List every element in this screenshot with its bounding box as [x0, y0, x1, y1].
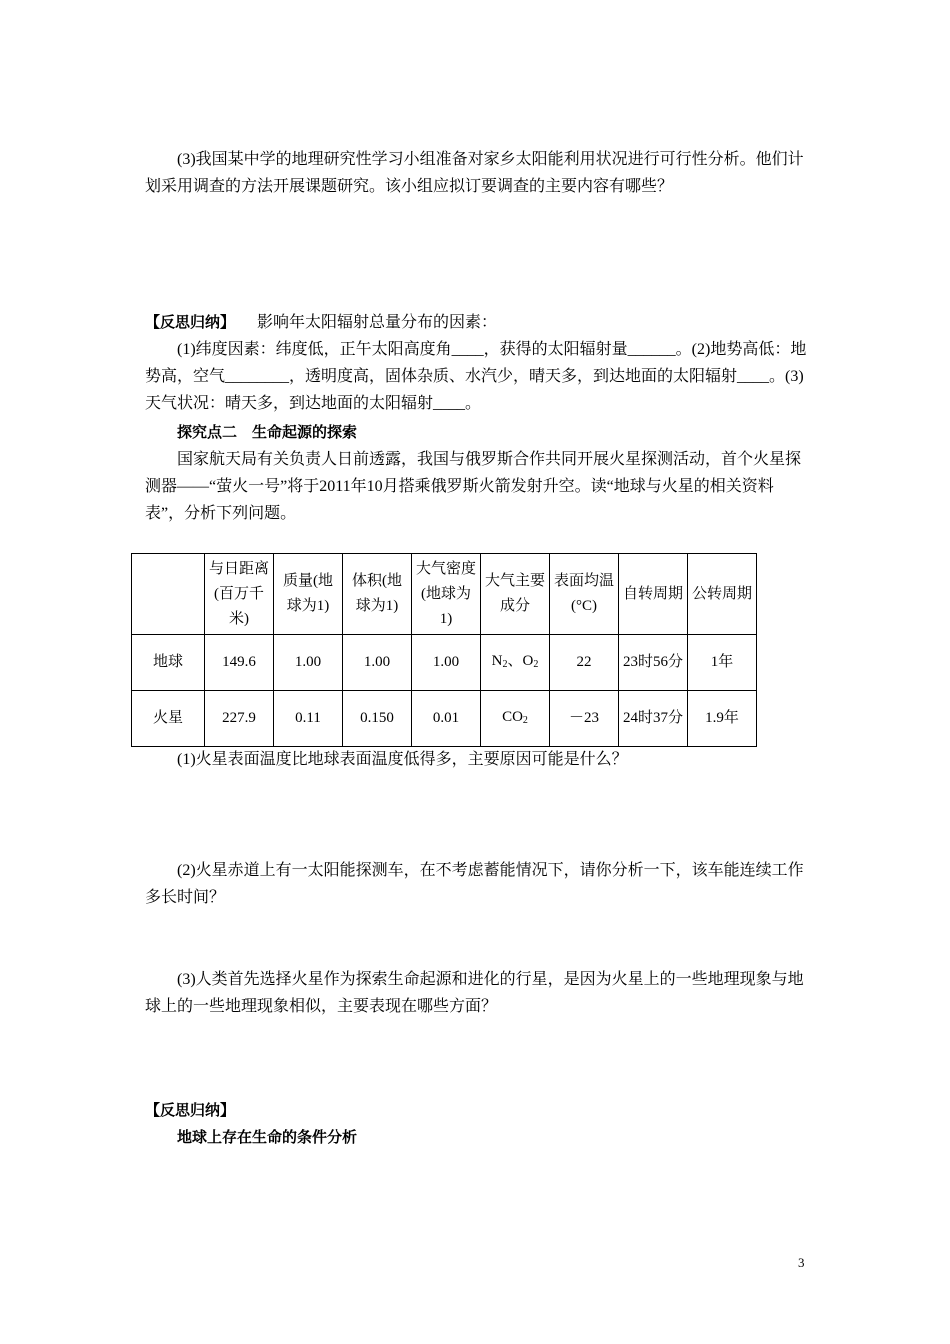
- question-3-solar: (3)我国某中学的地理研究性学习小组准备对家乡太阳能利用状况进行可行性分析。他们计划采用调查的方法开展课题研究。该小组应拟订要调查的主要内容有哪些？: [145, 151, 804, 195]
- temperature-cell: －23: [550, 691, 619, 747]
- table-header-cell: 质量(地球为1): [274, 554, 343, 635]
- reflection-1-body: (1)纬度因素：纬度低，正午太阳高度角____，获得的太阳辐射量______。(2)地势高低：地势高，空气________，透明度高，固体杂质、水汽少，晴天多，到达地面的太阳辐射____。(3)天气状况：晴天多，到达地面的太阳辐射____。: [145, 341, 807, 412]
- mass-cell: 0.11: [274, 691, 343, 747]
- table-header-cell: 大气主要成分: [481, 554, 550, 635]
- revolution-cell: 1年: [688, 635, 757, 691]
- density-cell: 0.01: [412, 691, 481, 747]
- reflection-label: 【反思归纳】: [145, 313, 236, 331]
- question-3-mars: (3)人类首先选择火星作为探索生命起源和进化的行星，是因为火星上的一些地理现象与地球上的一些地理现象相似，主要表现在哪些方面？: [145, 971, 804, 1015]
- density-cell: 1.00: [412, 635, 481, 691]
- table-header-cell: 自转周期: [619, 554, 688, 635]
- volume-cell: 0.150: [343, 691, 412, 747]
- rotation-cell: 23时56分: [619, 635, 688, 691]
- reflection-2-subtitle: 地球上存在生命的条件分析: [177, 1128, 358, 1146]
- table-header-cell: 表面均温(°C): [550, 554, 619, 635]
- reflection-2-label: 【反思归纳】: [145, 1101, 236, 1119]
- distance-cell: 149.6: [205, 635, 274, 691]
- question-2: (2)火星赤道上有一太阳能探测车，在不考虑蓄能情况下，请你分析一下，该车能连续工作多长时间？: [145, 862, 804, 906]
- revolution-cell: 1.9年: [688, 691, 757, 747]
- row-label: 火星: [132, 691, 205, 747]
- atmosphere-cell: $CO_2$: [481, 691, 550, 747]
- atmosphere-cell: $N_2$、$O_2$: [481, 635, 550, 691]
- volume-cell: 1.00: [343, 635, 412, 691]
- section-2-heading: 探究点二 生命起源的探索: [177, 423, 358, 441]
- earth-mars-table: [131, 553, 757, 747]
- table-row: [132, 691, 757, 747]
- reflection-title: 影响年太阳辐射总量分布的因素：: [257, 314, 498, 331]
- table-header-cell: 大气密度(地球为1): [412, 554, 481, 635]
- mass-cell: 1.00: [274, 635, 343, 691]
- table-header-cell: [132, 554, 205, 635]
- table-header-cell: 公转周期: [688, 554, 757, 635]
- table-header-cell: 体积(地球为1): [343, 554, 412, 635]
- temperature-cell: 22: [550, 635, 619, 691]
- table-header-row: [132, 554, 757, 635]
- row-label: 地球: [132, 635, 205, 691]
- page-number: 3: [798, 1255, 805, 1270]
- rotation-cell: 24时37分: [619, 691, 688, 747]
- question-1: (1)火星表面温度比地球表面温度低得多，主要原因可能是什么？: [177, 751, 628, 768]
- intro-paragraph: 国家航天局有关负责人日前透露，我国与俄罗斯合作共同开展火星探测活动，首个火星探测器——“萤火一号”将于2011年10月搭乘俄罗斯火箭发射升空。读“地球与火星的相关资料表”，分析下列问题。: [145, 451, 802, 522]
- reflection-1-heading: [145, 309, 810, 336]
- table-header-cell: 与日距离(百万千米): [205, 554, 274, 635]
- table-row: [132, 635, 757, 691]
- distance-cell: 227.9: [205, 691, 274, 747]
